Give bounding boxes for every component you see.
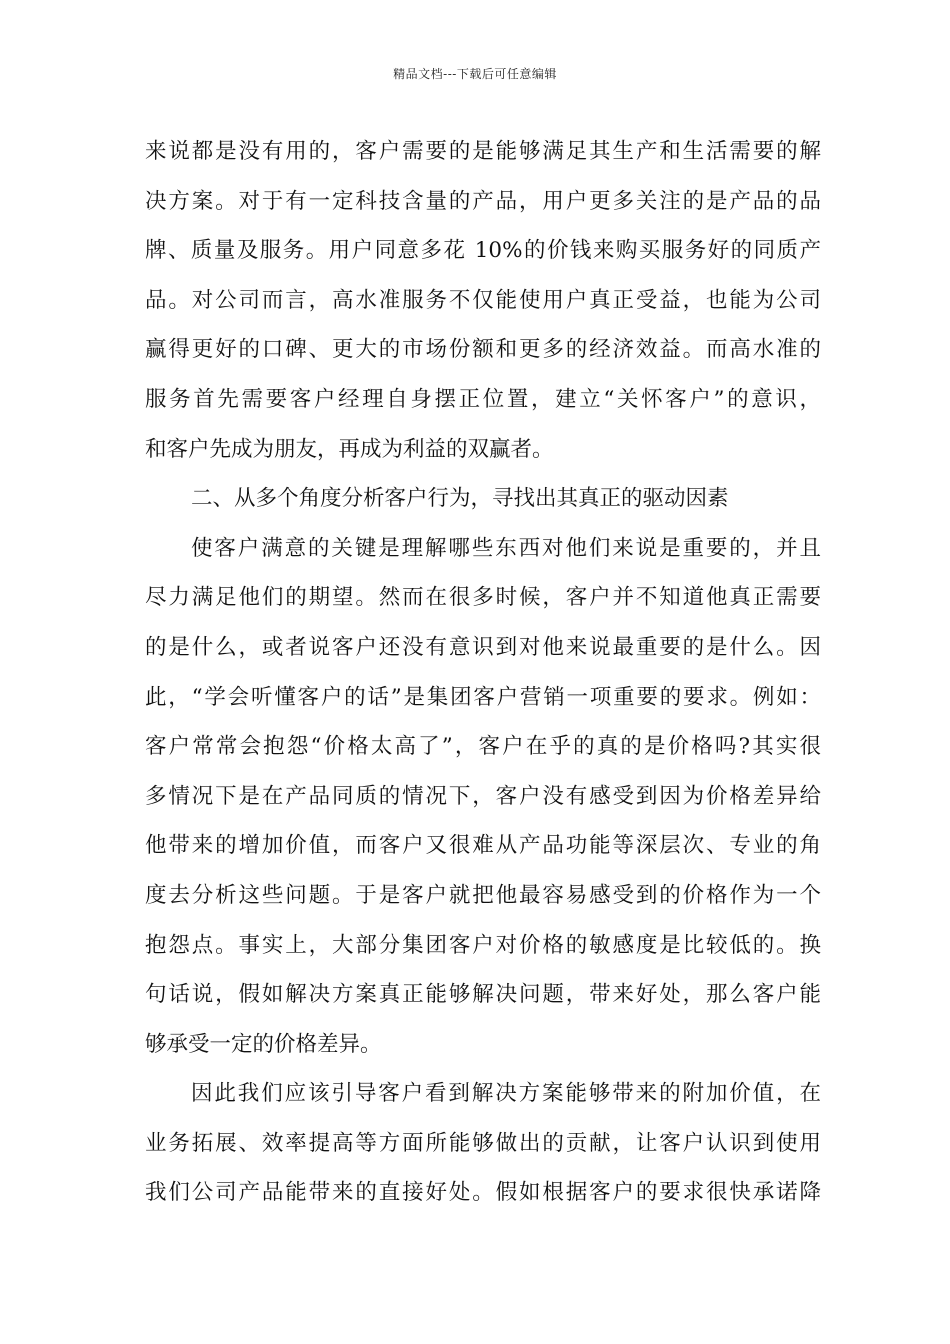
text-line: 他带来的增加价值，而客户又很难从产品功能等深层次、专业的角 xyxy=(145,833,821,859)
text-line: 决方案。对于有一定科技含量的产品，用户更多关注的是产品的品 xyxy=(145,188,821,214)
text-line: 够承受一定的价格差异。 xyxy=(145,1031,382,1057)
text-line: 使客户满意的关键是理解哪些东西对他们来说是重要的，并且 xyxy=(191,535,821,561)
text-line: 抱怨点。事实上，大部分集团客户对价格的敏感度是比较低的。换 xyxy=(145,932,821,958)
text-line: 和客户先成为朋友，再成为利益的双赢者。 xyxy=(145,436,554,462)
text-line: 句话说，假如解决方案真正能够解决问题，带来好处，那么客户能 xyxy=(145,982,821,1008)
text-line: 度去分析这些问题。于是客户就把他最容易感受到的价格作为一个 xyxy=(145,882,821,908)
text-line: 此，“学会听懂客户的话”是集团客户营销一项重要的要求。例如： xyxy=(145,684,821,710)
text-line: 因此我们应该引导客户看到解决方案能够带来的附加价值，在 xyxy=(191,1081,821,1107)
text-line: 牌、质量及服务。用户同意多花 10%的价钱来购买服务好的同质产 xyxy=(145,238,821,264)
text-line: 业务拓展、效率提高等方面所能够做出的贡献，让客户认识到使用 xyxy=(145,1130,821,1156)
text-line: 的是什么，或者说客户还没有意识到对他来说最重要的是什么。因 xyxy=(145,634,821,660)
text-line: 我们公司产品能带来的直接好处。假如根据客户的要求很快承诺降 xyxy=(145,1180,821,1206)
text-line: 多情况下是在产品同质的情况下，客户没有感受到因为价格差异给 xyxy=(145,783,821,809)
text-line: 尽力满足他们的期望。然而在很多时候，客户并不知道他真正需要 xyxy=(145,585,821,611)
section-heading: 二、从多个角度分析客户行为，寻找出其真正的驱动因素 xyxy=(191,486,729,512)
text-line: 来说都是没有用的，客户需要的是能够满足其生产和生活需要的解 xyxy=(145,139,821,164)
text-line: 赢得更好的口碑、更大的市场份额和更多的经济效益。而高水准的 xyxy=(145,337,821,363)
page-header: 精品文档---下载后可任意编辑 xyxy=(393,67,557,81)
text-line: 服务首先需要客户经理自身摆正位置，建立“关怀客户”的意识， xyxy=(145,386,821,412)
body-text xyxy=(145,127,821,1218)
text-line: 品。对公司而言，高水准服务不仅能使用户真正受益，也能为公司 xyxy=(145,287,821,313)
text-line: 客户常常会抱怨“价格太高了”，客户在乎的真的是价格吗?其实很 xyxy=(145,734,821,760)
